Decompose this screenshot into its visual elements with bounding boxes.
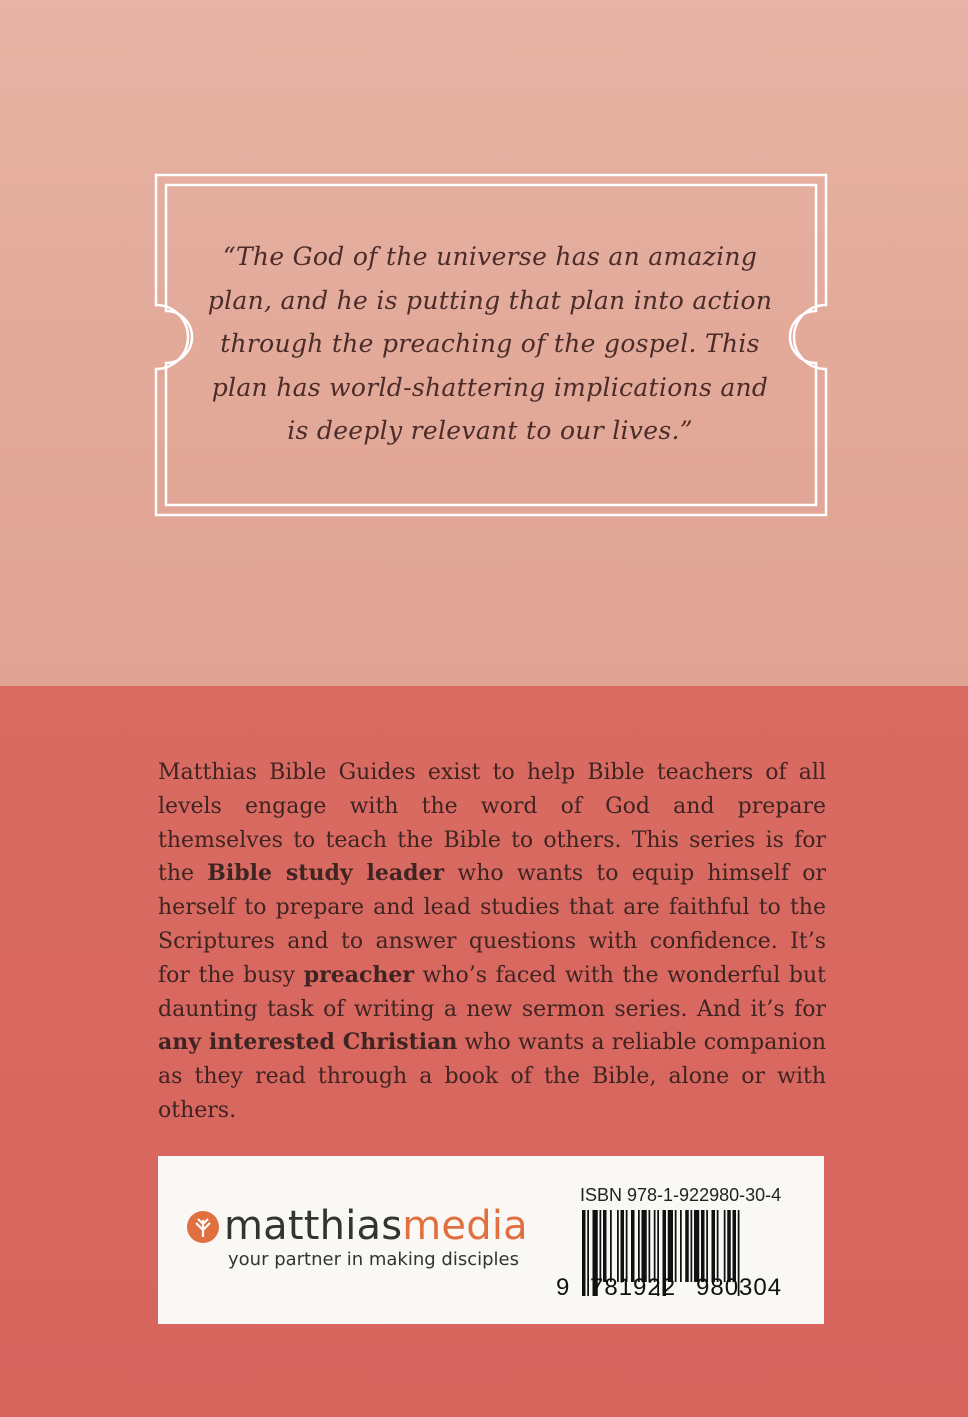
barcode-bar	[727, 1210, 731, 1282]
barcode-group-1: 781922	[590, 1274, 677, 1301]
barcode-bar	[668, 1210, 673, 1282]
barcode-bar	[610, 1210, 612, 1282]
barcode-bar	[582, 1210, 586, 1296]
highlight-bible-study-leader: Bible study leader	[207, 860, 445, 887]
logo-word-media: media	[402, 1203, 528, 1249]
publisher-tagline: your partner in making disciples	[228, 1249, 519, 1270]
barcode-bar	[638, 1210, 640, 1282]
highlight-any-interested-christian: any interested Christian	[158, 1029, 458, 1056]
barcode-bar	[587, 1210, 589, 1296]
barcode-bar	[626, 1210, 628, 1282]
barcode-bar	[649, 1210, 651, 1282]
barcode-bar	[654, 1210, 656, 1282]
back-cover-quote: “The God of the universe has an amazing plan, and he is putting that plan into action through the preaching of the gospel. This plan has world-shattering implications and is deeply relevant to our lives.”	[207, 242, 773, 445]
barcode-group-2: 980304	[696, 1274, 783, 1301]
barcode-bar	[685, 1210, 689, 1282]
barcode-bar	[712, 1210, 716, 1282]
description-text-3: who’s faced with the wonderful but daunting task of writing a new sermon series. And it’s for	[158, 962, 826, 1022]
barcode-bar	[717, 1210, 719, 1282]
barcode-bar	[733, 1210, 737, 1282]
barcode-bar	[675, 1210, 677, 1282]
barcode-bar	[680, 1210, 682, 1282]
description-text-1: Matthias Bible Guides exist to help Bible teachers of all levels engage with the word of God and prepare themselves to teach the Bible to others. This series is for the	[158, 760, 826, 887]
barcode-bar	[642, 1210, 647, 1282]
barcode-bar	[621, 1210, 625, 1282]
barcode-bar	[724, 1210, 726, 1282]
description-text-4: who wants a reliable companion as they read through a book of the Bible, alone or with others.	[158, 1030, 826, 1123]
publisher-logo	[224, 1200, 528, 1252]
highlight-preacher: preacher	[303, 961, 414, 988]
barcode-bar	[694, 1210, 699, 1282]
barcode-bar	[603, 1210, 607, 1282]
barcode-bar	[706, 1210, 708, 1282]
barcode-bar	[691, 1210, 693, 1282]
barcode-bar	[600, 1210, 602, 1282]
leaf-icon	[186, 1210, 220, 1244]
barcode-bar	[617, 1210, 619, 1282]
logo-word-matthias: matthias	[224, 1203, 403, 1249]
barcode-bar	[701, 1210, 705, 1282]
isbn-label: ISBN 978-1-922980-30-4	[580, 1185, 782, 1205]
barcode-bar	[631, 1210, 635, 1282]
barcode-first-digit: 9	[556, 1274, 570, 1301]
series-description	[158, 756, 826, 1128]
description-text-2: who wants to equip himself or herself to prepare and lead studies that are faithful to the Scriptures and to answer questions with confidence. It’s for the busy	[158, 861, 826, 988]
